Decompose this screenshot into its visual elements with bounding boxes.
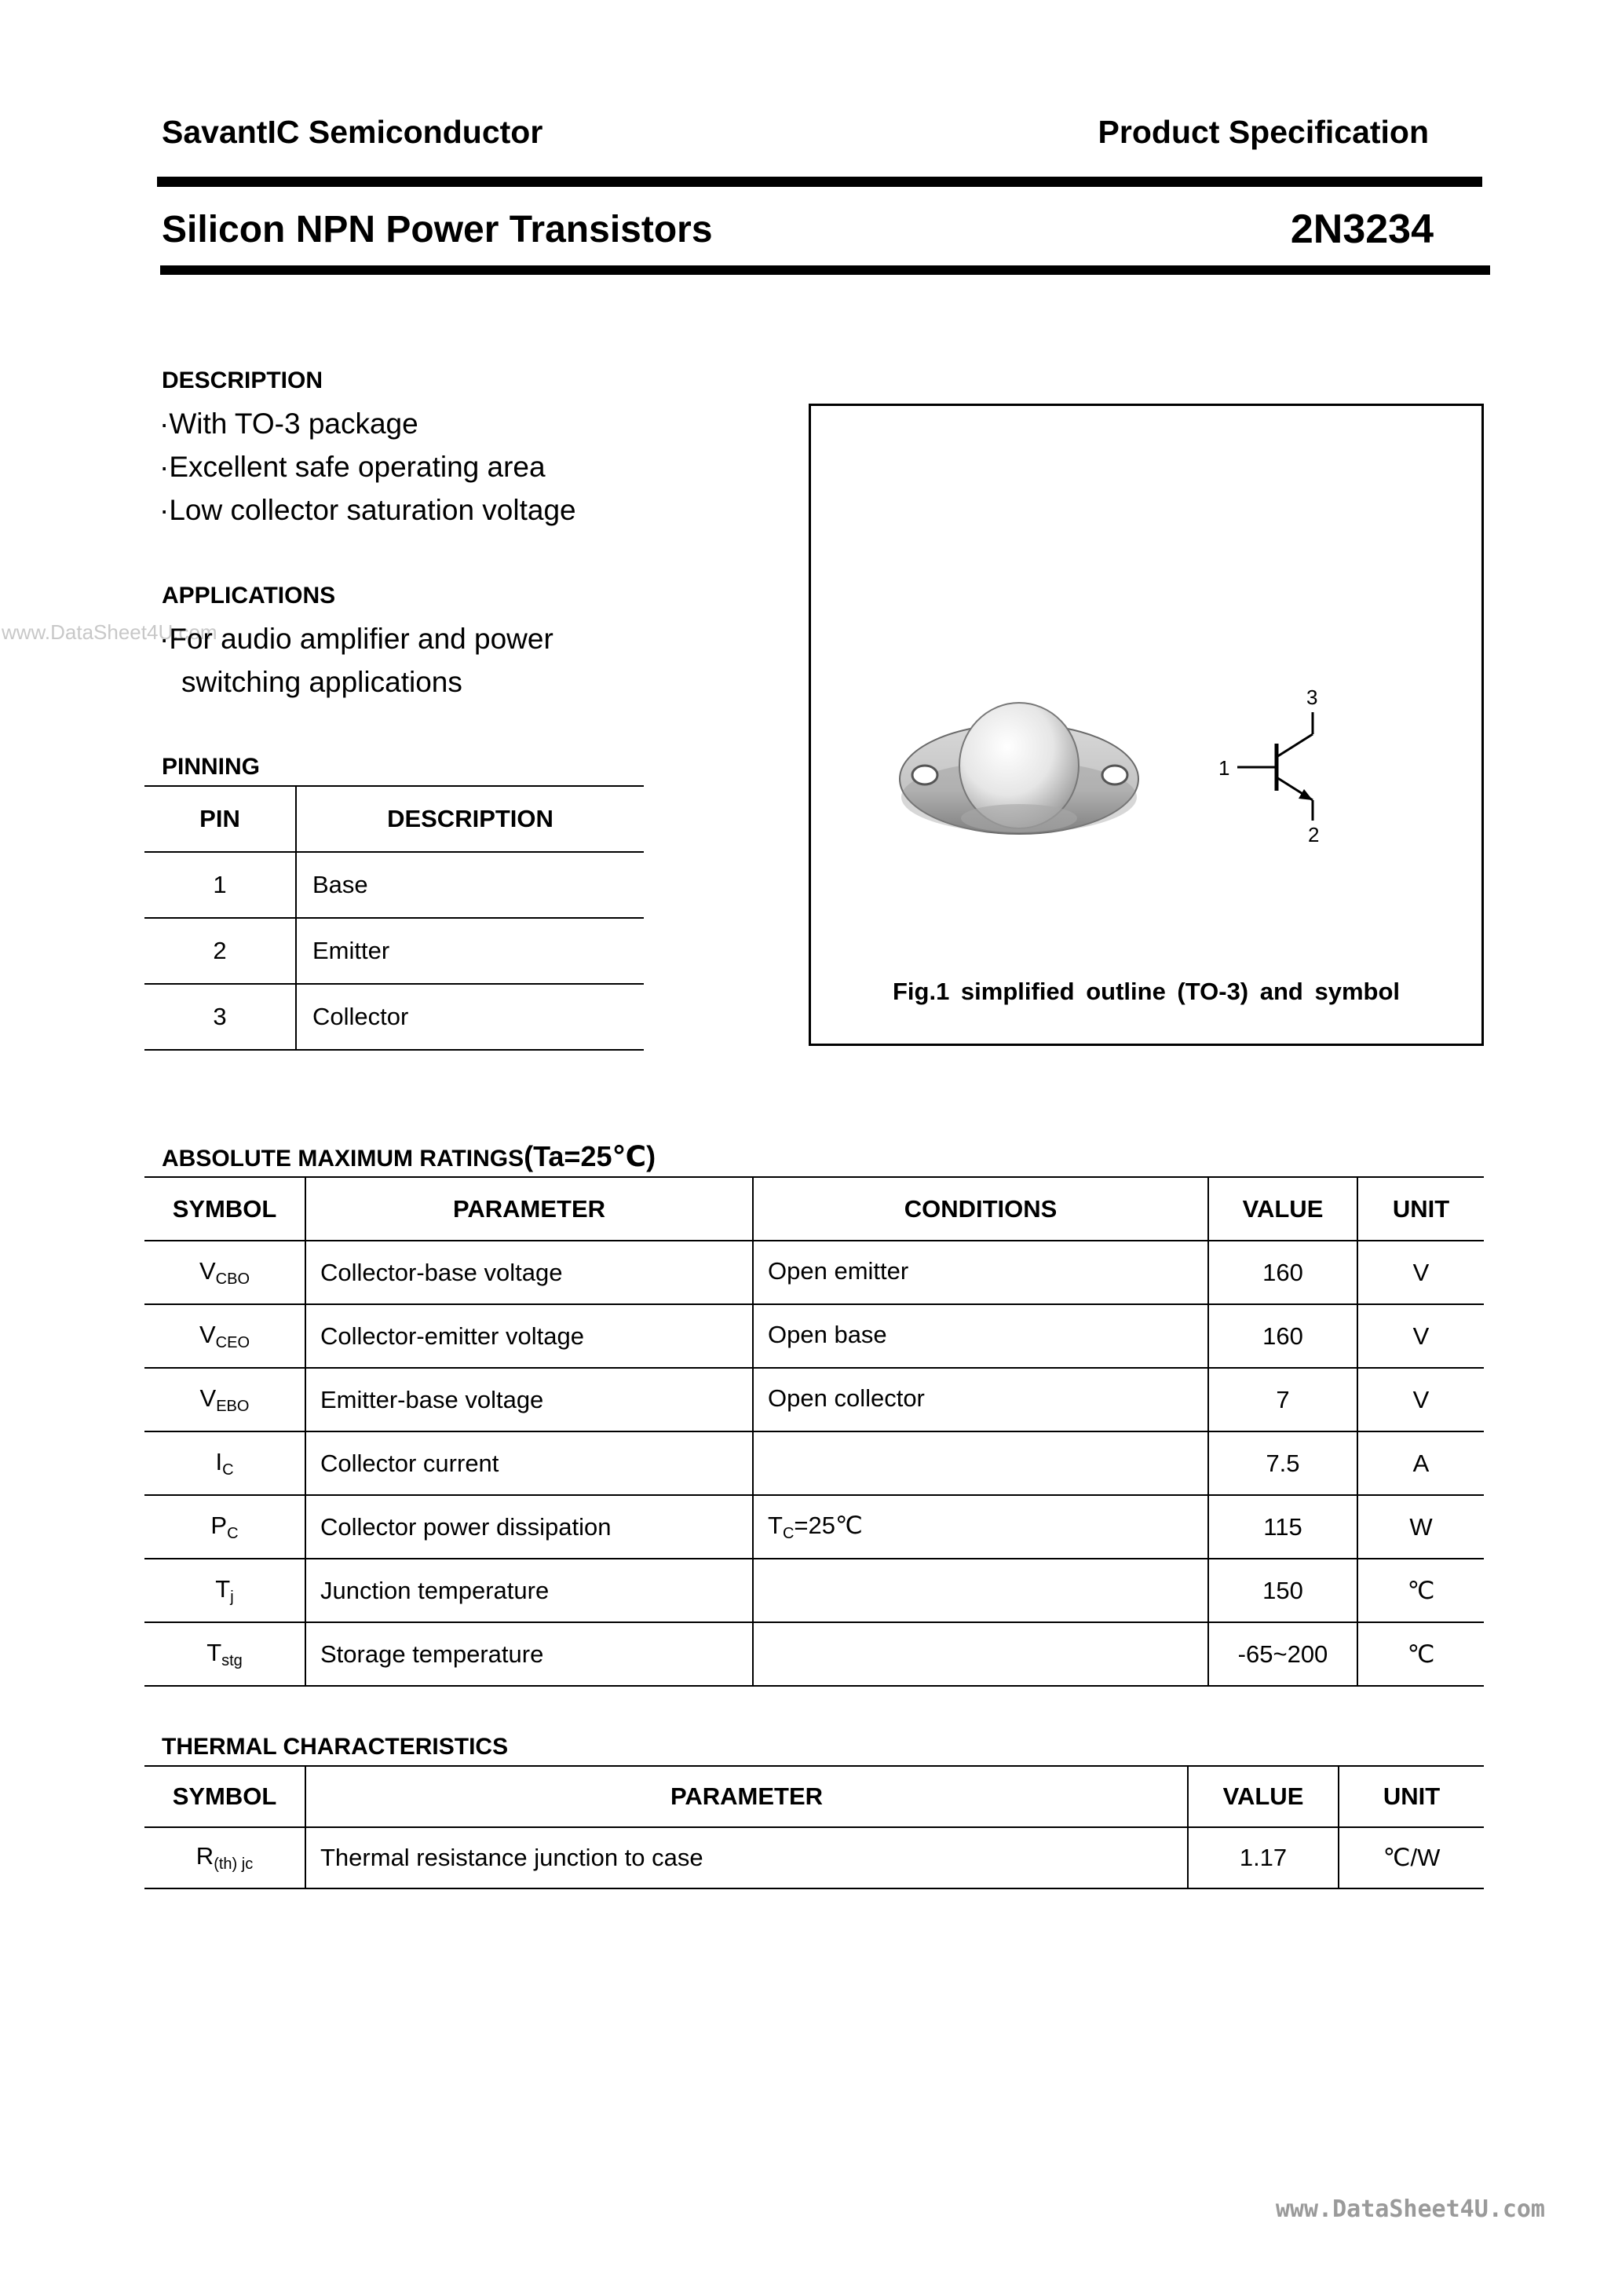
table-header-row xyxy=(144,1177,1484,1241)
npn-transistor-symbol xyxy=(1215,681,1349,846)
conditions-cell: Open base xyxy=(753,1304,1208,1368)
header-rule-bottom xyxy=(160,265,1490,275)
watermark-left: www.DataSheet4U.com xyxy=(2,620,217,644)
pin-description: Base xyxy=(296,852,644,918)
applications-line: switching applications xyxy=(181,666,462,698)
value-cell: 160 xyxy=(1208,1304,1357,1368)
col-value: VALUE xyxy=(1208,1177,1357,1241)
unit-cell: W xyxy=(1357,1495,1484,1559)
col-symbol: SYMBOL xyxy=(144,1766,305,1827)
parameter-cell: Collector power dissipation xyxy=(305,1495,753,1559)
part-number: 2N3234 xyxy=(1290,207,1434,252)
description-list xyxy=(159,402,576,532)
col-pin: PIN xyxy=(144,786,296,852)
table-header-row xyxy=(144,786,644,852)
company-name: SavantIC Semiconductor xyxy=(162,114,543,150)
parameter-cell: Junction temperature xyxy=(305,1559,753,1622)
value-cell: 115 xyxy=(1208,1495,1357,1559)
table-row xyxy=(144,1827,1484,1888)
col-unit: UNIT xyxy=(1339,1766,1484,1827)
symbol-cell: $V_{CBO}$ xyxy=(144,1241,305,1304)
col-conditions: CONDITIONS xyxy=(753,1177,1208,1241)
to3-package-image xyxy=(890,673,1149,861)
applications-list xyxy=(159,617,553,704)
col-value: VALUE xyxy=(1188,1766,1339,1827)
col-parameter: PARAMETER xyxy=(305,1177,753,1241)
symbol-cell: $V_{CEO}$ xyxy=(144,1304,305,1368)
symbol-cell: $T_{stg}$ xyxy=(144,1622,305,1686)
applications-heading: APPLICATIONS xyxy=(162,583,336,609)
table-row xyxy=(144,1304,1484,1368)
unit-cell: V xyxy=(1357,1368,1484,1431)
symbol-cell: $R_{(th) jc}$ xyxy=(144,1827,305,1888)
symbol-cell: $P_C$ xyxy=(144,1495,305,1559)
conditions-cell: Open collector xyxy=(753,1368,1208,1431)
symbol-pin-1: 1 xyxy=(1218,756,1230,780)
unit-cell: ℃/W xyxy=(1339,1827,1484,1888)
parameter-cell: Thermal resistance junction to case xyxy=(305,1827,1188,1888)
table-row xyxy=(144,984,644,1050)
table-header-row xyxy=(144,1766,1484,1827)
table-row xyxy=(144,918,644,984)
table-row xyxy=(144,1431,1484,1495)
parameter-cell: Collector-emitter voltage xyxy=(305,1304,753,1368)
unit-cell: ℃ xyxy=(1357,1622,1484,1686)
symbol-pin-2: 2 xyxy=(1308,823,1320,846)
symbol-cell: $I_C$ xyxy=(144,1431,305,1495)
abs-max-heading-condition: (Ta=25℃) xyxy=(524,1140,656,1172)
conditions-cell xyxy=(753,1622,1208,1686)
description-bullet: ·With TO-3 package xyxy=(159,408,418,440)
abs-max-heading xyxy=(162,1140,656,1173)
table-row xyxy=(144,1559,1484,1622)
unit-cell: A xyxy=(1357,1431,1484,1495)
pin-description: Emitter xyxy=(296,918,644,984)
watermark-bottom-right[interactable]: www.DataSheet4U.com xyxy=(1275,2195,1545,2223)
value-cell: 150 xyxy=(1208,1559,1357,1622)
pinning-table xyxy=(144,785,644,1051)
description-heading: DESCRIPTION xyxy=(162,367,323,393)
doc-type: Product Specification xyxy=(1098,114,1429,150)
symbol-cell: $V_{EBO}$ xyxy=(144,1368,305,1431)
parameter-cell: Emitter-base voltage xyxy=(305,1368,753,1431)
table-row xyxy=(144,852,644,918)
parameter-cell: Collector-base voltage xyxy=(305,1241,753,1304)
figure-box xyxy=(809,404,1484,1046)
conditions-cell: Open emitter xyxy=(753,1241,1208,1304)
col-symbol: SYMBOL xyxy=(144,1177,305,1241)
description-bullet: ·Excellent safe operating area xyxy=(159,451,546,483)
value-cell: 160 xyxy=(1208,1241,1357,1304)
unit-cell: ℃ xyxy=(1357,1559,1484,1622)
abs-max-heading-text: ABSOLUTE MAXIMUM RATINGS xyxy=(162,1146,524,1172)
conditions-cell xyxy=(753,1431,1208,1495)
figure-caption: Fig.1 simplified outline (TO-3) and symbol xyxy=(892,978,1401,1005)
pin-number: 1 xyxy=(144,852,296,918)
parameter-cell: Storage temperature xyxy=(305,1622,753,1686)
value-cell: 7 xyxy=(1208,1368,1357,1431)
table-row xyxy=(144,1622,1484,1686)
value-cell: 1.17 xyxy=(1188,1827,1339,1888)
header-rule-top xyxy=(157,177,1482,187)
product-line-title: Silicon NPN Power Transistors xyxy=(162,209,713,250)
pin-description: Collector xyxy=(296,984,644,1050)
col-parameter: PARAMETER xyxy=(305,1766,1188,1827)
thermal-heading: THERMAL CHARACTERISTICS xyxy=(162,1734,509,1760)
pin-number: 2 xyxy=(144,918,296,984)
col-description: DESCRIPTION xyxy=(296,786,644,852)
table-row xyxy=(144,1241,1484,1304)
pin-number: 3 xyxy=(144,984,296,1050)
description-bullet: ·Low collector saturation voltage xyxy=(159,494,576,526)
abs-max-table xyxy=(144,1176,1484,1687)
applications-line: ·For audio amplifier and power xyxy=(159,623,553,655)
thermal-table xyxy=(144,1765,1484,1889)
unit-cell: V xyxy=(1357,1304,1484,1368)
symbol-cell: $T_j$ xyxy=(144,1559,305,1622)
unit-cell: V xyxy=(1357,1241,1484,1304)
conditions-cell xyxy=(753,1559,1208,1622)
col-unit: UNIT xyxy=(1357,1177,1484,1241)
value-cell: -65~200 xyxy=(1208,1622,1357,1686)
conditions-cell: $T_C=25℃$ xyxy=(753,1495,1208,1559)
value-cell: 7.5 xyxy=(1208,1431,1357,1495)
symbol-pin-3: 3 xyxy=(1306,686,1318,709)
table-row xyxy=(144,1368,1484,1431)
table-row xyxy=(144,1495,1484,1559)
pinning-heading: PINNING xyxy=(162,754,261,780)
parameter-cell: Collector current xyxy=(305,1431,753,1495)
